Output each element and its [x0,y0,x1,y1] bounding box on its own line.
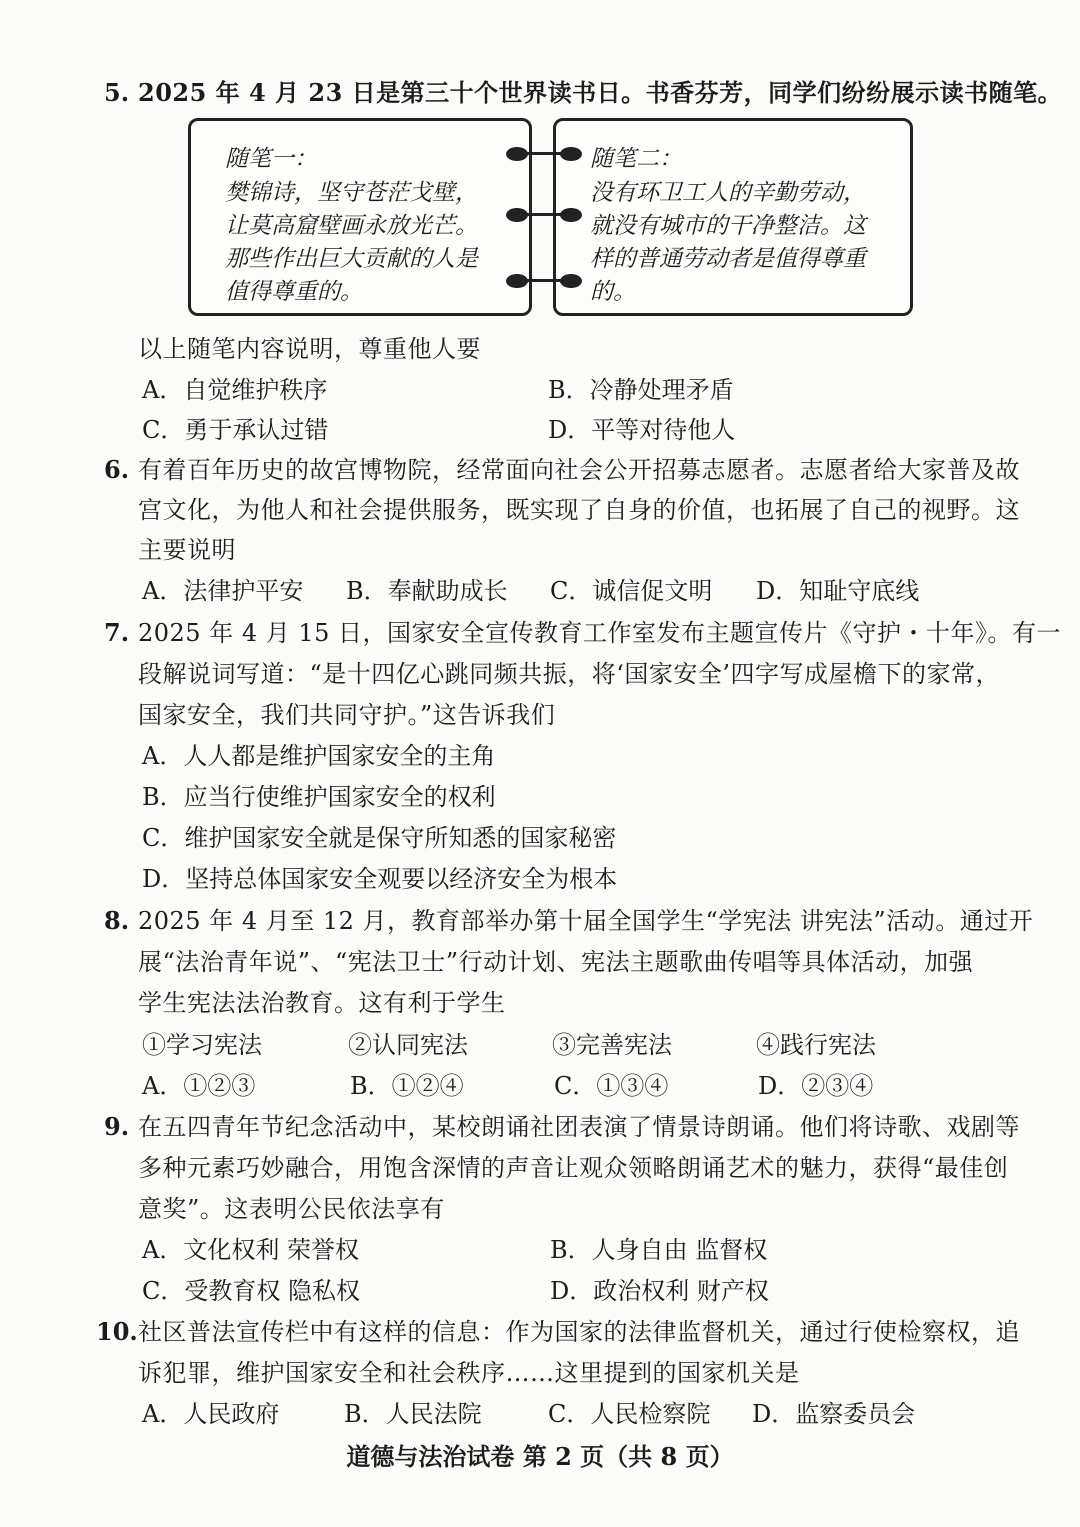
question-8-line: 2025 年 4 月至 12 月，教育部举办第十届全国学生“学宪法 讲宪法”活动。通过开 [138,907,1034,935]
question-9-option-a[interactable]: A．文化权利 荣誉权 [142,1236,359,1264]
question-8-option-d[interactable]: D．②③④ [758,1072,874,1100]
question-6-option-b[interactable]: B．奉献助成长 [346,577,508,605]
page-footer: 道德与法治试卷 第 2 页（共 8 页） [346,1442,734,1471]
reading-note-2 [553,118,913,316]
question-9-line: 在五四青年节纪念活动中，某校朗诵社团表演了情景诗朗诵。他们将诗歌、戏剧等 [138,1113,1020,1141]
question-9-line: 多种元素巧妙融合，用饱含深情的声音让观众领略朗诵艺术的魅力，获得“最佳创 [138,1154,1009,1182]
question-8-item-1: ①学习宪法 [142,1031,262,1059]
reading-note-1 [188,118,532,316]
binder-ring-icon [506,147,528,161]
question-10-line: 诉犯罪，维护国家安全和社会秩序……这里提到的国家机关是 [138,1359,800,1387]
question-5-option-b[interactable]: B．冷静处理矛盾 [548,376,734,404]
question-8-line: 学生宪法法治教育。这有利于学生 [138,989,506,1017]
question-10-number: 10. [96,1317,138,1346]
binder-ring-icon [506,274,528,288]
question-5-prompt: 以上随笔内容说明，尊重他人要 [138,335,481,363]
question-6-number: 6. [104,455,130,484]
question-7-line: 段解说词写道：“是十四亿心跳同频共振，将‘国家安全’四字写成屋檐下的家常， [138,660,1001,688]
question-6-option-d[interactable]: D．知耻守底线 [756,577,920,605]
question-8-item-4: ④践行宪法 [756,1031,876,1059]
question-5-option-c[interactable]: C．勇于承认过错 [142,416,329,444]
question-7-option-d[interactable]: D．坚持总体国家安全观要以经济安全为根本 [142,865,618,893]
question-8-option-c[interactable]: C．①③④ [554,1072,669,1100]
question-10-option-a[interactable]: A．人民政府 [142,1400,280,1428]
reading-note-1-text: 樊锦诗，坚守苍茫戈壁，让莫高窟壁画永放光芒。那些作出巨大贡献的人是值得尊重的。 [225,180,478,305]
question-10-option-d[interactable]: D．监察委员会 [752,1400,916,1428]
question-10-option-c[interactable]: C．人民检察院 [548,1400,711,1428]
reading-note-2-label: 随笔二： [590,146,682,172]
question-8-option-a[interactable]: A．①②③ [142,1072,256,1100]
question-6-line: 宫文化，为他人和社会提供服务，既实现了自身的价值，也拓展了自己的视野。这 [138,496,1020,524]
question-6-option-c[interactable]: C．诚信促文明 [550,577,713,605]
question-7-line: 2025 年 4 月 15 日，国家安全宣传教育工作室发布主题宣传片《守护・十年》。有一 [138,619,1062,647]
binder-ring-icon [560,208,582,222]
binder-ring-icon [560,147,582,161]
question-7-line: 国家安全，我们共同守护。”这告诉我们 [138,701,556,729]
question-6-line: 有着百年历史的故宫博物院，经常面向社会公开招募志愿者。志愿者给大家普及故 [138,456,1020,484]
reading-note-2-text: 没有环卫工人的辛勤劳动，就没有城市的干净整洁。这样的普通劳动者是值得尊重的。 [590,180,866,305]
binder-ring-icon [560,274,582,288]
binder-ring-icon [506,208,528,222]
question-9-line: 意奖”。这表明公民依法享有 [138,1195,445,1223]
question-8-option-b[interactable]: B．①②④ [350,1072,464,1100]
question-5-number: 5. [104,78,130,107]
question-8-line: 展“法治青年说”、“宪法卫士”行动计划、宪法主题歌曲传唱等具体活动，加强 [138,948,974,976]
question-8-item-2: ②认同宪法 [348,1031,468,1059]
question-5-option-d[interactable]: D．平等对待他人 [548,416,736,444]
binder-wire [526,279,562,282]
question-5-stem: 2025 年 4 月 23 日是第三十个世界读书日。书香芬芳，同学们纷纷展示读书随笔。 [138,78,1063,107]
question-7-option-a[interactable]: A．人人都是维护国家安全的主角 [142,742,496,770]
question-7-option-c[interactable]: C．维护国家安全就是保守所知悉的国家秘密 [142,824,617,852]
question-10-line: 社区普法宣传栏中有这样的信息：作为国家的法律监督机关，通过行使检察权，追 [138,1318,1020,1346]
question-9-option-d[interactable]: D．政治权利 财产权 [550,1277,769,1305]
binder-wire [526,213,562,216]
question-5-option-a[interactable]: A．自觉维护秩序 [142,376,328,404]
question-9-number: 9. [104,1112,130,1141]
question-7-number: 7. [104,618,130,647]
question-6-line: 主要说明 [138,536,236,564]
question-9-option-b[interactable]: B．人身自由 监督权 [550,1236,768,1264]
question-6-option-a[interactable]: A．法律护平安 [142,577,304,605]
question-7-option-b[interactable]: B．应当行使维护国家安全的权利 [142,783,496,811]
question-8-item-3: ③完善宪法 [552,1031,672,1059]
binder-wire [526,152,562,155]
question-9-option-c[interactable]: C．受教育权 隐私权 [142,1277,360,1305]
question-8-number: 8. [104,906,130,935]
reading-note-1-label: 随笔一： [225,146,317,172]
question-10-option-b[interactable]: B．人民法院 [344,1400,482,1428]
